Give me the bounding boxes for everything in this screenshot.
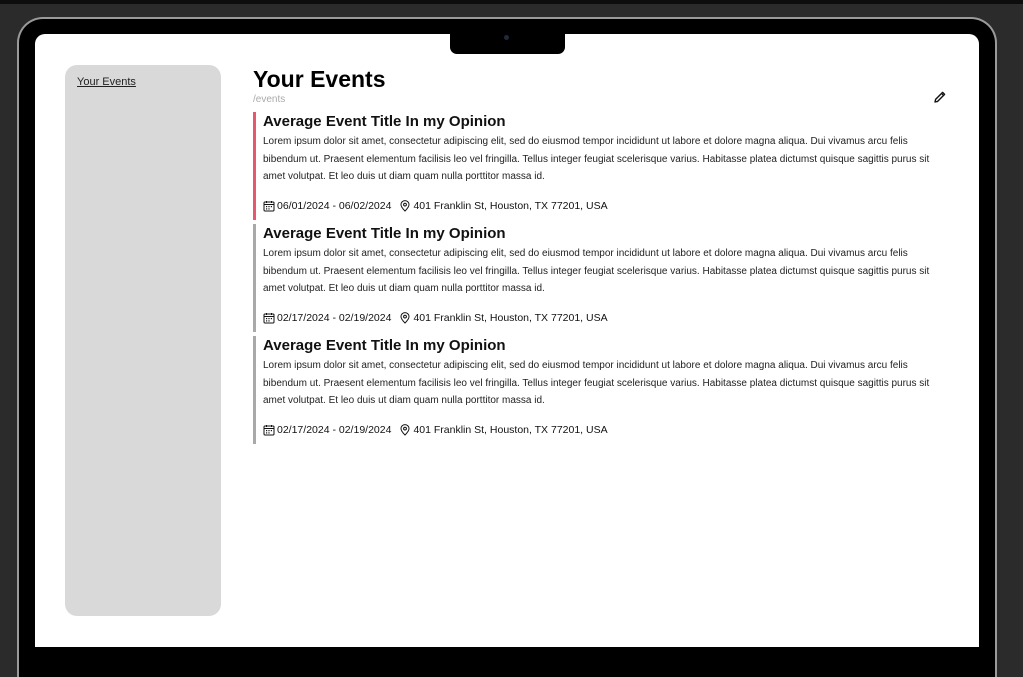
event-description: Lorem ipsum dolor sit amet, consectetur adipiscing elit, sed do eiusmod tempor incididunt ut labore et dolore magna aliqua. Dui vivamus arcu felis bibendum ut. Praesent elementum facilisis leo vel fringilla. Tellus integer feugiat scelerisque varius. Habitasse platea dictumst quisque sagittis purus sit amet volutpat. Et leo duis ut diam quam nulla porttitor massa id. <box>263 360 930 407</box>
pencil-icon <box>933 90 947 104</box>
calendar-icon <box>263 200 275 212</box>
breadcrumb: /events <box>253 94 286 105</box>
calendar-icon <box>263 312 275 324</box>
app-screen <box>35 34 979 647</box>
event-location: 401 Franklin St, Houston, TX 77201, USA <box>413 312 608 324</box>
event-description: Lorem ipsum dolor sit amet, consectetur adipiscing elit, sed do eiusmod tempor incididunt ut labore et dolore magna aliqua. Dui vivamus arcu felis bibendum ut. Praesent elementum facilisis leo vel fringilla. Tellus integer feugiat scelerisque varius. Habitasse platea dictumst quisque sagittis purus sit amet volutpat. Et leo duis ut diam quam nulla porttitor massa id. <box>263 136 930 183</box>
event-title[interactable]: Average Event Title In my Opinion <box>263 225 506 242</box>
map-pin-icon <box>399 312 411 324</box>
event-dates: 02/17/2024 - 02/19/2024 <box>277 424 392 436</box>
page-title: Your Events <box>253 66 386 92</box>
event-meta <box>263 424 608 436</box>
map-pin-icon <box>399 424 411 436</box>
event-card[interactable] <box>253 112 953 220</box>
sidebar-item-your-events[interactable]: Your Events <box>77 76 136 88</box>
event-card[interactable] <box>253 224 953 332</box>
desktop-top-bar <box>0 0 1023 4</box>
calendar-icon <box>263 424 275 436</box>
event-dates: 02/17/2024 - 02/19/2024 <box>277 312 392 324</box>
event-card[interactable] <box>253 336 953 444</box>
events-list <box>253 112 953 444</box>
main-content <box>253 65 953 448</box>
event-description: Lorem ipsum dolor sit amet, consectetur adipiscing elit, sed do eiusmod tempor incididunt ut labore et dolore magna aliqua. Dui vivamus arcu felis bibendum ut. Praesent elementum facilisis leo vel fringilla. Tellus integer feugiat scelerisque varius. Habitasse platea dictumst quisque sagittis purus sit amet volutpat. Et leo duis ut diam quam nulla porttitor massa id. <box>263 248 930 295</box>
sidebar <box>65 65 221 616</box>
camera-lens <box>504 35 509 40</box>
event-location: 401 Franklin St, Houston, TX 77201, USA <box>413 200 608 212</box>
event-meta <box>263 312 608 324</box>
map-pin-icon <box>399 200 411 212</box>
event-dates: 06/01/2024 - 06/02/2024 <box>277 200 392 212</box>
event-location: 401 Franklin St, Houston, TX 77201, USA <box>413 424 608 436</box>
event-title[interactable]: Average Event Title In my Opinion <box>263 337 506 354</box>
edit-button[interactable] <box>933 90 947 104</box>
event-title[interactable]: Average Event Title In my Opinion <box>263 113 506 130</box>
event-meta <box>263 200 608 212</box>
